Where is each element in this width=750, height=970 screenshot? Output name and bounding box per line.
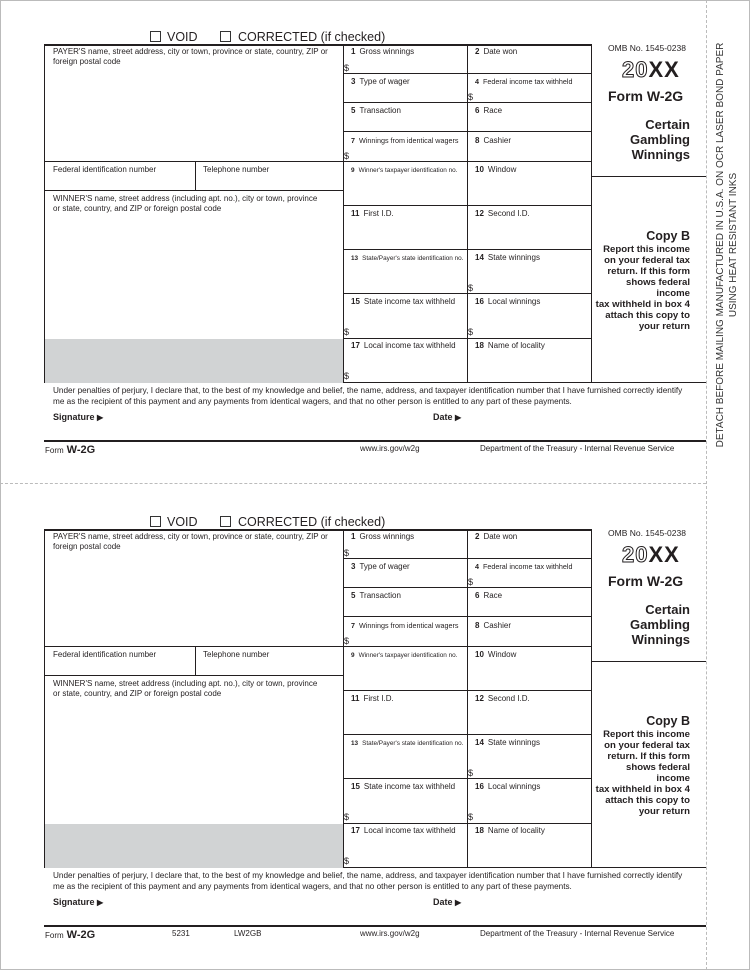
hline-fedid-bottom	[44, 675, 344, 676]
arrow-right-icon: ▶	[97, 413, 104, 422]
hline-boxes-2	[343, 102, 591, 103]
box-14-label: 14 State winnings	[475, 738, 540, 747]
hline-form-bottom	[44, 440, 706, 442]
footer-form-code: W-2G	[66, 929, 96, 941]
hline-boxes-8	[343, 823, 591, 824]
form-top-border	[44, 44, 591, 46]
hline-boxes-2	[343, 587, 591, 588]
title-line-3: Winnings	[631, 147, 690, 162]
margin-manufacturing-note: DETACH BEFORE MAILING MANUFACTURED IN U.S.A. ON OCR LASER BOND PAPER USING HEAT RESISTANT INKS	[715, 42, 739, 448]
copy-instructions	[592, 244, 690, 332]
box-11-label: 11 First I.D.	[351, 694, 394, 703]
hline-right-panel	[591, 176, 706, 177]
tax-year-suffix: XX	[648, 57, 680, 82]
box-11-label: 11 First I.D.	[351, 209, 394, 218]
box-6-label: 6 Race	[475, 106, 503, 115]
box-3-label: 3 Type of wager	[351, 77, 410, 86]
arrow-right-icon: ▶	[97, 898, 104, 907]
federal-id-label: Federal identification number	[53, 165, 157, 174]
form-left-border	[44, 44, 45, 383]
box-14-label: 14 State winnings	[475, 253, 540, 262]
federal-id-label: Federal identification number	[53, 650, 157, 659]
box-9-label: 9 Winner's taxpayer identification no.	[351, 652, 458, 659]
box-18-label: 18 Name of locality	[475, 341, 545, 350]
hline-boxes-8	[343, 338, 591, 339]
box-4-label: 4 Federal income tax withheld	[475, 562, 573, 571]
hline-boxes-7	[343, 778, 591, 779]
telephone-label: Telephone number	[203, 165, 270, 174]
title-line-1: Certain	[645, 117, 690, 132]
hline-fedid-top	[44, 646, 591, 647]
box-9-label: 9 Winner's taxpayer identification no.	[351, 167, 458, 174]
box-7-label: 7 Winnings from identical wagers	[351, 136, 459, 145]
arrow-right-icon: ▶	[455, 898, 462, 907]
box-14-dollar: $	[468, 283, 474, 293]
box-15-dollar: $	[344, 812, 350, 822]
box-16-dollar: $	[468, 812, 474, 822]
instruction-line: attach this copy to	[605, 310, 690, 321]
instruction-line: attach this copy to	[605, 795, 690, 806]
box-15-label: 15 State income tax withheld	[351, 782, 456, 791]
hline-boxes-5	[343, 690, 591, 691]
title-line-1: Certain	[645, 602, 690, 617]
hline-boxes-3	[343, 616, 591, 617]
instruction-line: return. If this form	[607, 751, 690, 762]
telephone-label: Telephone number	[203, 650, 270, 659]
tax-year-prefix: 20	[622, 57, 649, 82]
omb-number: OMB No. 1545-0238	[608, 43, 686, 53]
box-7-label: 7 Winnings from identical wagers	[351, 621, 459, 630]
box-15-label: 15 State income tax withheld	[351, 297, 456, 306]
box-4-label: 4 Federal income tax withheld	[475, 77, 573, 86]
hline-boxes-3	[343, 131, 591, 132]
form-name: Form W-2G	[608, 573, 684, 589]
box-18-label: 18 Name of locality	[475, 826, 545, 835]
instruction-line: tax withheld in box 4	[595, 299, 690, 310]
box-8-label: 8 Cashier	[475, 621, 512, 630]
hline-form-bottom	[44, 925, 706, 927]
title-line-3: Winnings	[631, 632, 690, 647]
signature-label: Signature	[53, 412, 95, 422]
instruction-line: shows federal	[626, 762, 690, 773]
box-1-dollar: $	[344, 548, 350, 558]
form-title	[596, 117, 690, 162]
winner-label: WINNER'S name, street address (including apt. no.), city or town, province or state, country, and ZIP or foreign postal code	[53, 194, 318, 213]
footer-department: Department of the Treasury - Internal Revenue Service	[480, 929, 675, 938]
instruction-line: on your federal tax	[604, 740, 690, 751]
instruction-line: income	[656, 288, 690, 299]
signature-field[interactable]	[53, 412, 103, 422]
instruction-line: on your federal tax	[604, 255, 690, 266]
hline-boxes-5	[343, 205, 591, 206]
tax-year	[622, 58, 680, 82]
divider-fedid-phone	[195, 161, 196, 190]
void-checkbox[interactable]	[150, 516, 161, 527]
form-copy-top	[0, 0, 706, 485]
instruction-line: Report this income	[603, 729, 690, 740]
form-name: Form W-2G	[608, 88, 684, 104]
corrected-label: CORRECTED (if checked)	[238, 30, 386, 44]
box-17-label: 17 Local income tax withheld	[351, 826, 456, 835]
omb-number: OMB No. 1545-0238	[608, 528, 686, 538]
perjury-statement: Under penalties of perjury, I declare that, to the best of my knowledge and belief, the name, address, and taxpayer identification number that I have furnished correctly identify me as the recipient of this payment and any payments from identical wagers, and that no other person is entitled to any part of these payments.	[53, 871, 683, 891]
box-1-label: 1 Gross winnings	[351, 47, 415, 56]
box-10-label: 10 Window	[475, 165, 517, 174]
copy-instructions	[592, 729, 690, 817]
box-12-label: 12 Second I.D.	[475, 694, 530, 703]
instruction-line: shows federal	[626, 277, 690, 288]
box-5-label: 5 Transaction	[351, 591, 401, 600]
date-label: Date	[433, 412, 453, 422]
box-2-label: 2 Date won	[475, 532, 518, 541]
box-4-dollar: $	[468, 577, 474, 587]
footer-code-1: 5231	[172, 929, 190, 938]
signature-label: Signature	[53, 897, 95, 907]
perjury-statement: Under penalties of perjury, I declare that, to the best of my knowledge and belief, the name, address, and taxpayer identification number that I have furnished correctly identify me as the recipient of this payment and any payments from identical wagers, and that no other person is entitled to any part of these payments.	[53, 386, 683, 406]
hline-fedid-bottom	[44, 190, 344, 191]
footer-code-2: LW2GB	[234, 929, 262, 938]
form-copy-bottom	[0, 485, 706, 970]
void-checkbox[interactable]	[150, 31, 161, 42]
hline-boxes-1	[343, 558, 591, 559]
vertical-perforation	[706, 0, 707, 970]
date-label: Date	[433, 897, 453, 907]
form-top-border	[44, 529, 591, 531]
footer-department: Department of the Treasury - Internal Revenue Service	[480, 444, 675, 453]
box-17-label: 17 Local income tax withheld	[351, 341, 456, 350]
form-left-border	[44, 529, 45, 868]
box-16-label: 16 Local winnings	[475, 297, 541, 306]
corrected-checkbox[interactable]	[220, 516, 231, 527]
signature-field[interactable]	[53, 897, 103, 907]
footer-form-word: Form	[45, 446, 64, 455]
footer-url: www.irs.gov/w2g	[360, 444, 420, 453]
tax-year	[622, 543, 680, 567]
corrected-label: CORRECTED (if checked)	[238, 515, 386, 529]
hline-boxes-6	[343, 249, 591, 250]
divider-fedid-phone	[195, 646, 196, 675]
box-5-label: 5 Transaction	[351, 106, 401, 115]
box-17-dollar: $	[344, 371, 350, 381]
instruction-line: return. If this form	[607, 266, 690, 277]
footer-form-code: W-2G	[66, 444, 96, 456]
date-field[interactable]	[433, 897, 461, 907]
hline-right-panel	[591, 661, 706, 662]
box-4-dollar: $	[468, 92, 474, 102]
instruction-line: Report this income	[603, 244, 690, 255]
box-2-label: 2 Date won	[475, 47, 518, 56]
instruction-line: tax withheld in box 4	[595, 784, 690, 795]
divider-right-panel	[591, 44, 592, 383]
hline-boxes-7	[343, 293, 591, 294]
box-12-label: 12 Second I.D.	[475, 209, 530, 218]
footer-form-word: Form	[45, 931, 64, 940]
box-1-dollar: $	[344, 63, 350, 73]
title-line-2: Gambling	[630, 617, 690, 632]
footer-url: www.irs.gov/w2g	[360, 929, 420, 938]
box-6-label: 6 Race	[475, 591, 503, 600]
winner-label: WINNER'S name, street address (including apt. no.), city or town, province or state, country, and ZIP or foreign postal code	[53, 679, 318, 698]
instruction-line: your return	[638, 806, 690, 817]
footer-form-id	[45, 444, 95, 456]
box-10-label: 10 Window	[475, 650, 517, 659]
box-8-label: 8 Cashier	[475, 136, 512, 145]
corrected-checkbox[interactable]	[220, 31, 231, 42]
copy-label: Copy B	[646, 229, 690, 243]
box-14-dollar: $	[468, 768, 474, 778]
box-15-dollar: $	[344, 327, 350, 337]
void-label: VOID	[167, 515, 198, 529]
payer-label: PAYER'S name, street address, city or town, province or state, country, ZIP or foreign postal code	[53, 47, 328, 66]
box-1-label: 1 Gross winnings	[351, 532, 415, 541]
arrow-right-icon: ▶	[455, 413, 462, 422]
box-17-dollar: $	[344, 856, 350, 866]
box-13-label: 13 State/Payer's state identification no.	[351, 255, 464, 262]
date-field[interactable]	[433, 412, 461, 422]
tax-year-suffix: XX	[648, 542, 680, 567]
form-title	[596, 602, 690, 647]
tax-year-prefix: 20	[622, 542, 649, 567]
box-7-dollar: $	[344, 636, 350, 646]
payer-label: PAYER'S name, street address, city or town, province or state, country, ZIP or foreign postal code	[53, 532, 328, 551]
title-line-2: Gambling	[630, 132, 690, 147]
shaded-area	[45, 824, 343, 868]
void-label: VOID	[167, 30, 198, 44]
hline-fedid-top	[44, 161, 591, 162]
footer-form-id	[45, 929, 95, 941]
box-16-dollar: $	[468, 327, 474, 337]
instruction-line: income	[656, 773, 690, 784]
copy-label: Copy B	[646, 714, 690, 728]
box-7-dollar: $	[344, 151, 350, 161]
hline-boxes-6	[343, 734, 591, 735]
box-13-label: 13 State/Payer's state identification no.	[351, 740, 464, 747]
shaded-area	[45, 339, 343, 383]
hline-boxes-1	[343, 73, 591, 74]
box-3-label: 3 Type of wager	[351, 562, 410, 571]
divider-right-panel	[591, 529, 592, 868]
box-16-label: 16 Local winnings	[475, 782, 541, 791]
instruction-line: your return	[638, 321, 690, 332]
